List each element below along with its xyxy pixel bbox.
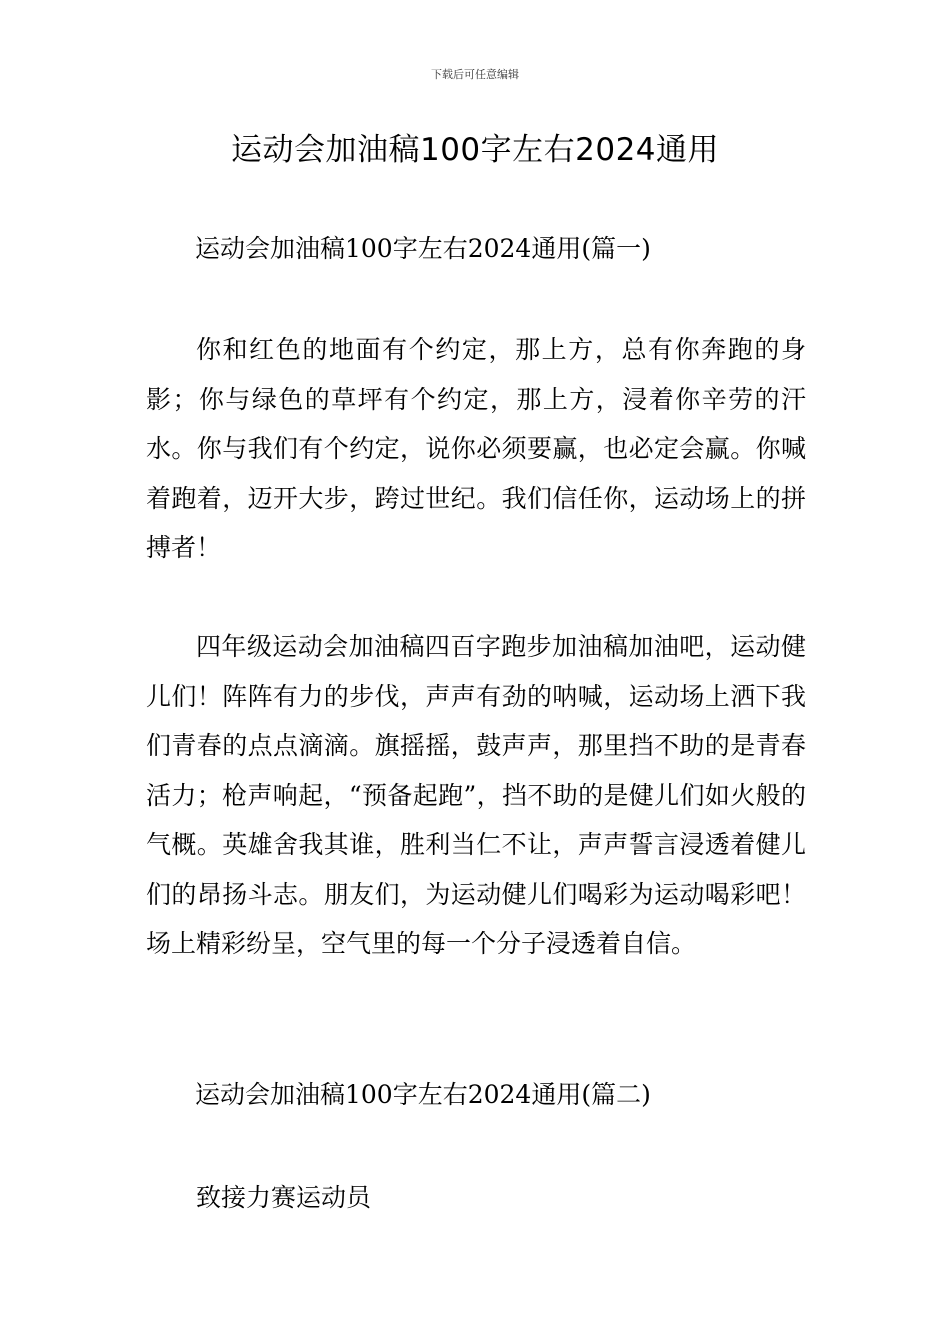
section-heading-1: 运动会加油稿100字左右2024通用(篇一)	[195, 234, 651, 263]
section-heading-2: 运动会加油稿100字左右2024通用(篇二)	[195, 1080, 651, 1109]
paragraph-1: 你和红色的地面有个约定，那上方，总有你奔跑的身影；你与绿色的草坪有个约定，那上方，浸着你辛劳的汗水。你与我们有个约定，说你必须要赢，也必定会赢。你喊着跑着，迈开大步，跨过世纪。我们信任你，运动场上的拼搏者！	[146, 335, 806, 562]
page-header-note: 下载后可任意编辑	[431, 68, 519, 81]
paragraph-2: 四年级运动会加油稿四百字跑步加油稿加油吧，运动健儿们！阵阵有力的步伐，声声有劲的呐喊，运动场上洒下我们青春的点点滴滴。旗摇摇，鼓声声，那里挡不助的是青春活力；枪声响起，“预备起跑”，挡不助的是健儿们如火般的气概。英雄舍我其谁，胜利当仁不让，声声誓言浸透着健儿们的昂扬斗志。朋友们，为运动健儿们喝彩为运动喝彩吧！场上精彩纷呈，空气里的每一个分子浸透着自信。	[146, 632, 806, 958]
paragraph-3: 致接力赛运动员	[196, 1183, 372, 1212]
document-title: 运动会加油稿100字左右2024通用	[230, 132, 720, 168]
